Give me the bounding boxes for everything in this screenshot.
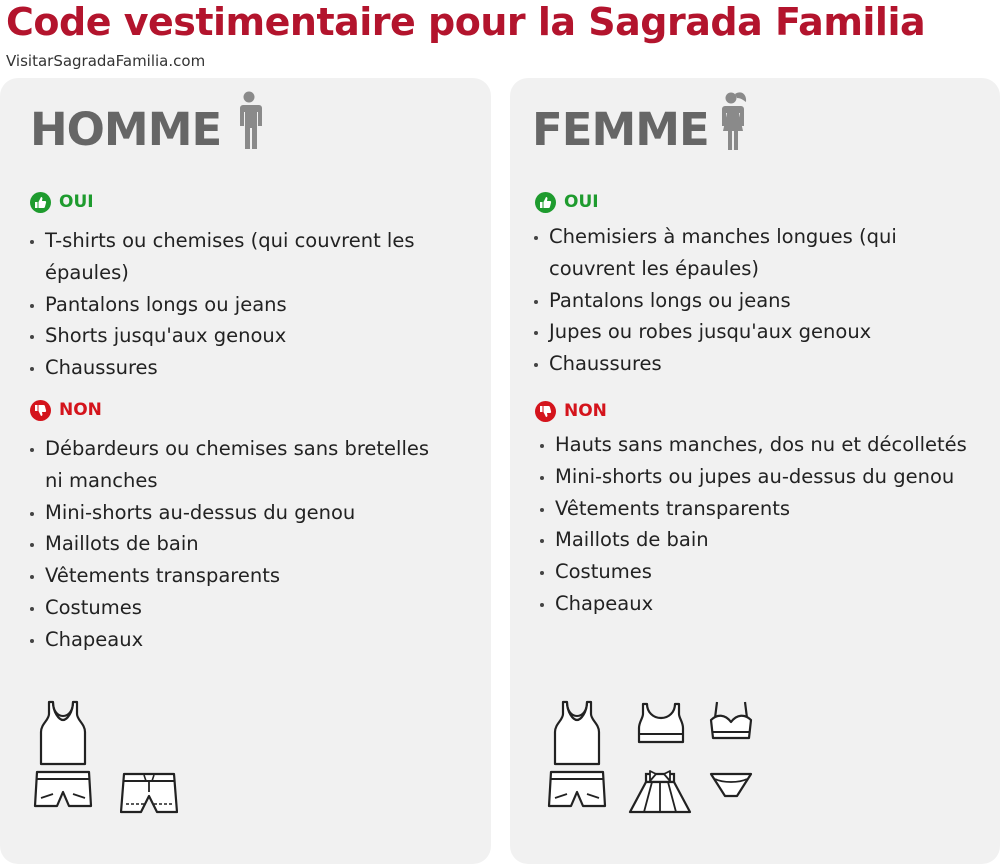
women-no-label [535, 399, 607, 423]
thumbs-down-icon [535, 401, 556, 422]
list-item: Vêtements transparents [30, 560, 450, 592]
short-shorts-icon [547, 768, 607, 812]
list-item: T-shirts ou chemises (qui couvrent les épaules) [30, 225, 488, 289]
men-no-text: NON [59, 400, 102, 420]
men-no-list [30, 433, 450, 656]
list-item: Costumes [540, 556, 980, 588]
list-item: Chapeaux [30, 624, 450, 656]
list-item: Mini-shorts ou jupes au-dessus du genou [540, 461, 980, 493]
list-item: Débardeurs ou chemises sans bretelles ni manches [30, 433, 450, 497]
men-no-label [30, 398, 102, 422]
tank-top-icon [37, 700, 89, 766]
list-item: Chemisiers à manches longues (qui couvrent les épaules) [534, 221, 979, 285]
list-item: Vêtements transparents [540, 493, 980, 525]
bikini-top-icon [707, 700, 755, 746]
women-yes-label [535, 190, 599, 214]
women-yes-list [534, 221, 979, 380]
list-item: Maillots de bain [30, 528, 450, 560]
short-shorts-icon [33, 768, 93, 812]
list-item: Hauts sans manches, dos nu et décolletés [540, 429, 980, 461]
man-icon [234, 91, 264, 151]
women-no-text: NON [564, 401, 607, 421]
thumbs-up-icon [535, 192, 556, 213]
site-name: VisitarSagradaFamilia.com [6, 52, 206, 70]
list-item: Costumes [30, 592, 450, 624]
list-item: Jupes ou robes jusqu'aux genoux [534, 316, 979, 348]
page-title: Code vestimentaire pour la Sagrada Familia [6, 0, 926, 44]
woman-icon [715, 89, 751, 151]
thumbs-up-icon [30, 192, 51, 213]
tank-top-icon [551, 700, 603, 766]
crop-top-icon [635, 702, 687, 744]
list-item: Chaussures [534, 348, 979, 380]
bikini-bottom-icon [709, 770, 753, 800]
women-yes-text: OUI [564, 192, 599, 212]
list-item: Pantalons longs ou jeans [30, 289, 488, 321]
list-item: Chapeaux [540, 588, 980, 620]
list-item: Chaussures [30, 352, 488, 384]
list-item: Mini-shorts au-dessus du genou [30, 497, 450, 529]
list-item: Maillots de bain [540, 524, 980, 556]
women-no-list [540, 429, 980, 620]
men-yes-label [30, 190, 94, 214]
list-item: Shorts jusqu'aux genoux [30, 320, 488, 352]
women-heading: FEMME [532, 103, 709, 156]
swim-trunks-icon [120, 770, 178, 816]
list-item: Pantalons longs ou jeans [534, 285, 979, 317]
thumbs-down-icon [30, 400, 51, 421]
men-heading: HOMME [30, 103, 222, 156]
mini-skirt-icon [626, 770, 694, 816]
men-yes-list [30, 225, 488, 384]
men-yes-text: OUI [59, 192, 94, 212]
